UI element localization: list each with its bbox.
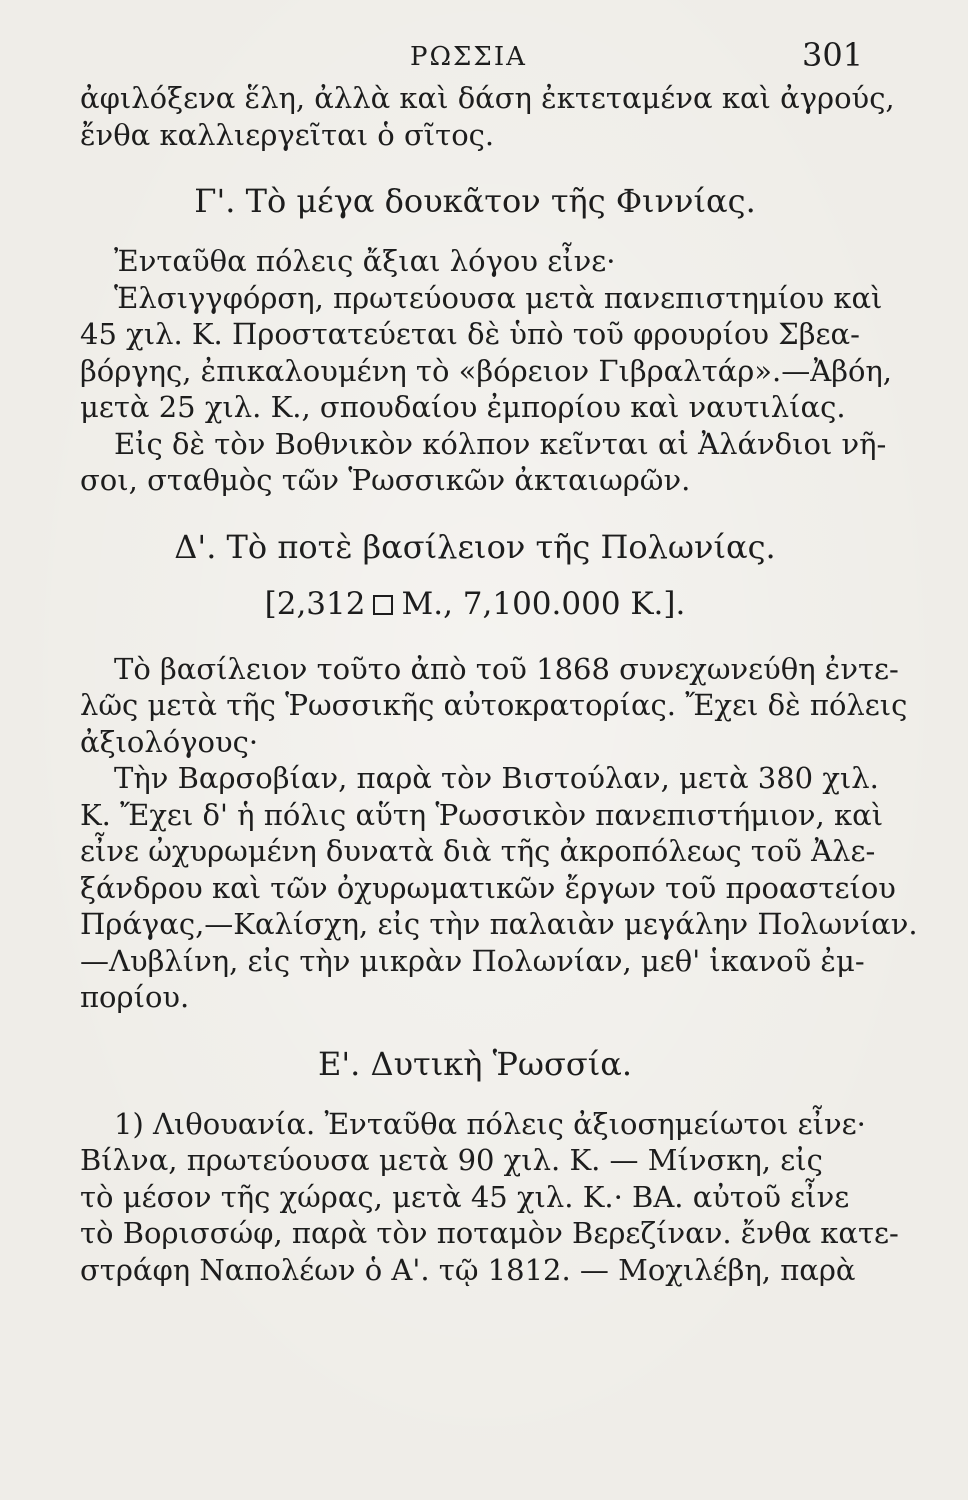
running-title: ΡΩΣΣΙΑ: [410, 42, 527, 72]
running-head: [0, 36, 968, 80]
body-text: [80, 80, 918, 1288]
text-line: Πράγας,—Καλίσχη, εἰς τὴν παλαιὰν μεγάλην Πολωνίαν.: [80, 907, 918, 941]
text-line: Βίλνα, πρωτεύουσα μετὰ 90 χιλ. Κ. — Μίνσκη, εἰς: [80, 1143, 823, 1177]
area-value: [2,312: [264, 585, 366, 622]
text-line: ἔνθα καλλιεργεῖται ὁ σῖτος.: [80, 117, 495, 152]
section-heading-c: Γ'. Τὸ μέγα δουκᾶτον τῆς Φιννίας.: [194, 182, 756, 220]
square-mile-icon: [373, 595, 393, 615]
section-heading-d: Δ'. Τὸ ποτὲ βασίλειον τῆς Πολωνίας.: [174, 527, 776, 566]
text-line: μετὰ 25 χιλ. Κ., σπουδαίου ἐμπορίου καὶ ναυτιλίας.: [80, 390, 846, 424]
text-line: 1) Λιθουανία. Ἐνταῦθα πόλεις ἀξιοσημείωτοι εἶνε·: [114, 1106, 866, 1141]
text-line: Τὸ βασίλειον τοῦτο ἀπὸ τοῦ 1868 συνεχωνεύθη ἐντε-: [114, 651, 899, 686]
text-line: στράφη Ναπολέων ὁ Α'. τῷ 1812. — Μοχιλέβη, παρὰ: [80, 1252, 856, 1287]
text-line: —Λυβλίνη, εἰς τὴν μικρὰν Πολωνίαν, μεθ' ἱκανοῦ ἐμ-: [80, 943, 865, 978]
text-line: τὸ Βορισσώφ, παρὰ τὸν ποταμὸν Βερεζίναν. ἔνθα κατε-: [80, 1216, 899, 1250]
section-heading-e: Ε'. Δυτικὴ Ῥωσσία.: [317, 1044, 633, 1083]
text-line: ἀξιολόγους·: [80, 724, 259, 759]
text-line: Ἑλσιγγφόρση, πρωτεύουσα μετὰ πανεπιστημίου καὶ: [114, 280, 883, 315]
text-line: σοι, σταθμὸς τῶν Ῥωσσικῶν ἀκταιωρῶν.: [80, 463, 691, 497]
text-line: ἀφιλόξενα ἕλη, ἀλλὰ καὶ δάση ἐκτεταμένα καὶ ἀγρούς,: [80, 81, 895, 115]
text-line: λῶς μετὰ τῆς Ῥωσσικῆς αὐτοκρατορίας. Ἔχει δὲ πόλεις: [80, 688, 908, 722]
text-line: πορίου.: [80, 980, 190, 1014]
text-line: Τὴν Βαρσοβίαν, παρὰ τὸν Βιστούλαν, μετὰ 380 χιλ.: [114, 761, 879, 795]
statistics-line: [80, 573, 870, 635]
text-line: εἶνε ὠχυρωμένη δυνατὰ διὰ τῆς ἀκροπόλεως τοῦ Ἀλε-: [80, 834, 876, 868]
text-line: Εἰς δὲ τὸν Βοθνικὸν κόλπον κεῖνται αἱ Ἀλάνδιοι νῆ-: [114, 426, 887, 461]
page-number: 301: [802, 36, 864, 74]
text-line: Ἐνταῦθα πόλεις ἄξιαι λόγου εἶνε·: [114, 244, 616, 278]
text-line: ξάνδρου καὶ τῶν ὀχυρωματικῶν ἔργων τοῦ προαστείου: [80, 870, 896, 905]
text-line: Κ. Ἔχει δ' ἡ πόλις αὕτη Ῥωσσικὸν πανεπιστήμιον, καὶ: [80, 797, 884, 832]
population-value: Μ., 7,100.000 Κ.].: [401, 585, 686, 622]
text-line: βόργης, ἐπικαλουμένη τὸ «βόρειον Γιβραλτάρ».—Ἀβόη,: [80, 353, 893, 388]
text-line: 45 χιλ. Κ. Προστατεύεται δὲ ὑπὸ τοῦ φρουρίου Σβεα-: [80, 317, 860, 351]
text-line: τὸ μέσον τῆς χώρας, μετὰ 45 χιλ. Κ.· ΒΑ. αὐτοῦ εἶνε: [80, 1179, 850, 1214]
